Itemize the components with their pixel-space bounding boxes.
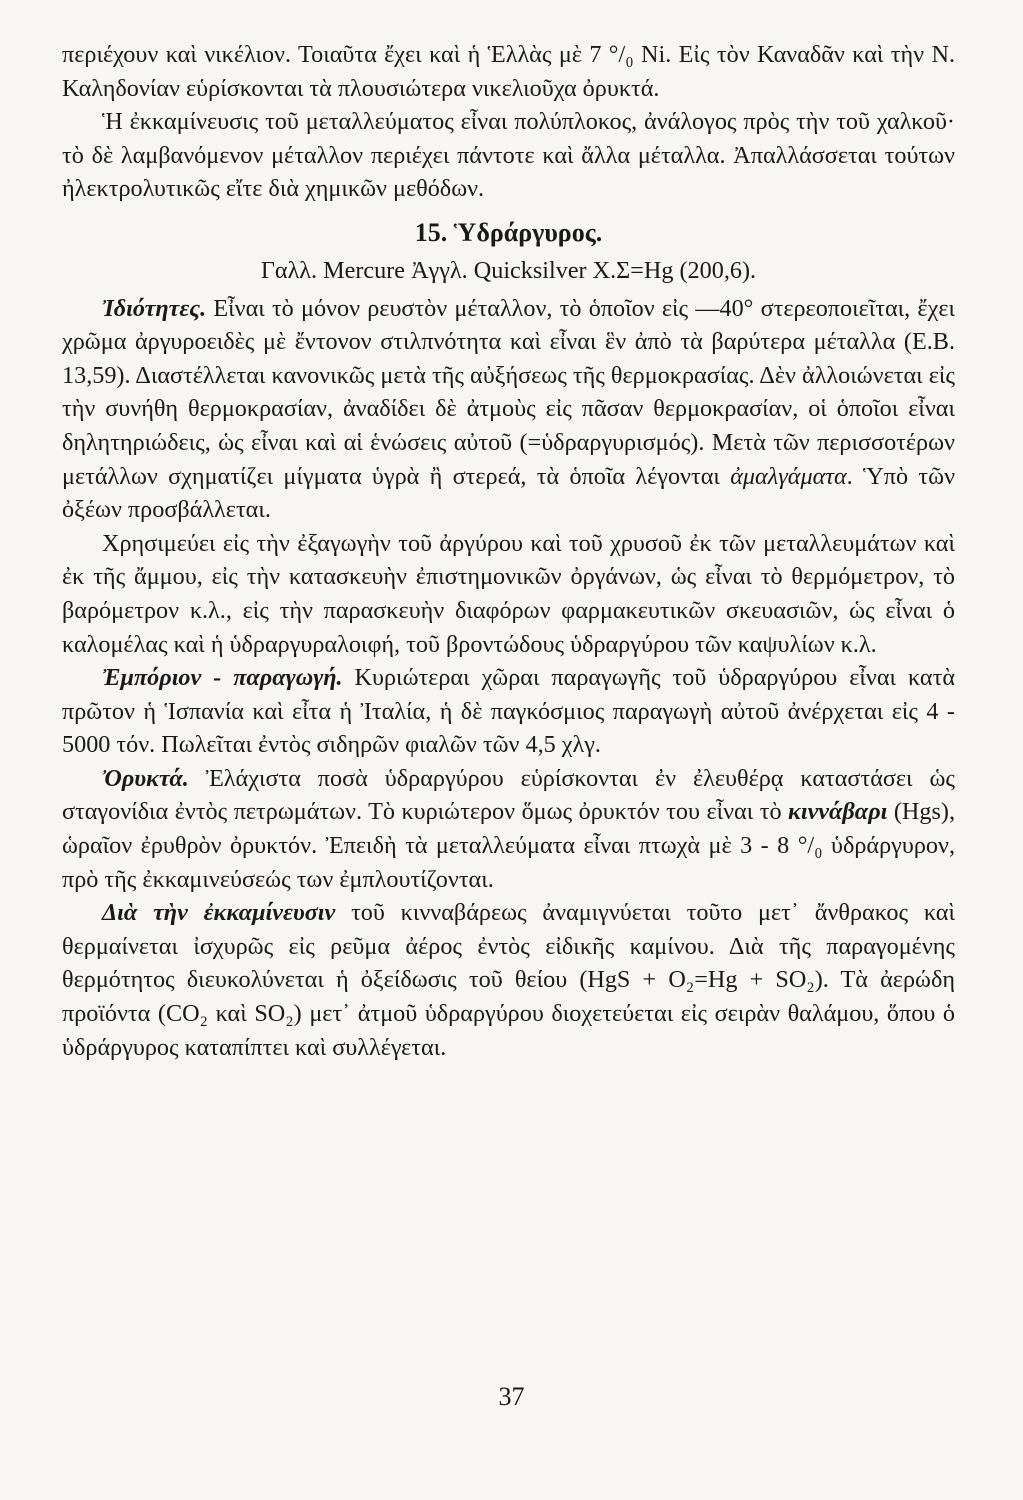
paragraph-nickel-continued: περιέχουν καὶ νικέλιον. Τοιαῦτα ἔχει καὶ ἡ Ἑλλὰς μὲ 7 °/₀ Ni. Εἰς τὸν Καναδᾶν καὶ τὴν Ν. Καληδονίαν εὑρίσκονται τὰ πλουσιώτερα νικελιοῦχα ὀρυκτά. xyxy=(62,41,955,102)
page-number: 37 xyxy=(498,1382,525,1411)
amalgam-term: ἀμαλγάματα xyxy=(730,462,847,490)
paragraph-properties xyxy=(62,292,955,527)
trade-label: Ἐμπόριον - παραγωγή. xyxy=(102,664,343,692)
paragraph-uses: Χρησιμεύει εἰς τὴν ἐξαγωγὴν τοῦ ἀργύρου καὶ τοῦ χρυσοῦ ἐκ τῶν μεταλλευμάτων καὶ ἐκ τῆς ἄμμου, εἰς τὴν κατασκευὴν ἐπιστημονικῶν ὀργάνων, ὡς εἶναι τὸ θερμόμετρον, τὸ βαρόμετρον κ.λ., εἰς τὴν παρασκευὴν διαφόρων φαρμακευτικῶν σκευασιῶν, ὡς εἶναι ὁ καλομέλας καὶ ἡ ὑδραργυραλοιφή, τοῦ βροντώδους ὑδραργύρου τῶν καψυλίων κ.λ. xyxy=(62,529,955,658)
minerals-label: Ὀρυκτά. xyxy=(102,764,189,792)
properties-text-a: Εἶναι τὸ μόνον ρευστὸν μέταλλον, τὸ ὁποῖον εἰς —40° στερεοποιεῖται, ἔχει χρῶμα ἀργυροειδὲς μὲ ἔντονον στιλπνότητα καὶ εἶναι ἓν ἀπὸ τὰ βαρύτερα μέταλλα (Ε.Β. 13,59). Διαστέλλεται κανονικῶς μετὰ τῆς αὐξήσεως τῆς θερμοκρασίας. Δὲν ἀλλοιώνεται εἰς τὴν συνήθη θερμοκρασίαν, ἀναδίδει δὲ ἀτμοὺς εἰς πᾶσαν θερμοκρασίαν, οἱ ὁποῖοι εἶναι δηλητηριώδεις, ὡς εἶναι καὶ αἱ ἑνώσεις αὐτοῦ (=ὑδραργυρισμός). Μετὰ τῶν περισσοτέρων μετάλλων σχηματίζει μίγματα ὑγρὰ ἢ στερεά, τὰ ὁποῖα λέγονται xyxy=(62,294,955,490)
paragraph-minerals xyxy=(62,762,955,896)
section-heading: 15. Ὑδράργυρος. xyxy=(414,217,603,247)
paragraph-trade xyxy=(62,661,955,762)
paragraph-nickel-smelting: Ἡ ἐκκαμίνευσις τοῦ μεταλλεύματος εἶναι πολύπλοκος, ἀνάλογος πρὸς τὴν τοῦ χαλκοῦ· τὸ δὲ λαμβανόμενον μέταλλον περιέχει πάντοτε καὶ ἄλλα μέταλλα. Ἀπαλλάσσεται τούτων ἠλεκτρολυτικῶς εἴτε διὰ χημικῶν μεθόδων. xyxy=(62,108,955,203)
paragraph-extraction xyxy=(62,896,955,1064)
extraction-text: τοῦ κινναβάρεως ἀναμιγνύεται τοῦτο μετ᾽ ἄνθρακος καὶ θερμαίνεται ἰσχυρῶς εἰς ρεῦμα ἀέρος ἐντὸς εἰδικῆς καμίνου. Διὰ τῆς παραγομένης θερμότητος διευκολύνεται ἡ ὀξείδωσις τοῦ θείου (HgS + O₂=Hg + SO₂). Τὰ ἀερώδη προϊόντα (CO₂ καὶ SO₂) μετ᾽ ἀτμοῦ ὑδραργύρου διοχετεύεται εἰς σειρὰν θαλάμου, ὅπου ὁ ὑδράργυρος καταπίπτει καὶ συλλέγεται. xyxy=(62,899,955,1061)
extraction-label: Διὰ τὴν ἐκκαμίνευσιν xyxy=(102,899,336,927)
page-text xyxy=(62,38,955,1064)
minerals-text-a: Ἐλάχιστα ποσὰ ὑδραργύρου εὑρίσκονται ἐν ἐλευθέρᾳ καταστάσει ὡς σταγονίδια ἐντὸς πετρωμάτων. Τὸ κυριώτερον ὅμως ὀρυκτόν του εἶναι τὸ xyxy=(62,764,955,826)
properties-label: Ἰδιότητες. xyxy=(102,294,207,322)
properties-text-b: . Ὑπὸ τῶν ὀξέων προσβάλλεται. xyxy=(62,462,955,524)
minerals-text-b: (Hgs), ὡραῖον ἐρυθρὸν ὀρυκτόν. Ἐπειδὴ τὰ μεταλλεύματα εἶναι πτωχὰ μὲ 3 - 8 °/₀ ὑδράργυρον, πρὸ τῆς ἐκκαμινεύσεώς των ἐμπλουτίζονται. xyxy=(62,798,955,893)
trade-text: Κυριώτεραι χῶραι παραγωγῆς τοῦ ὑδραργύρου εἶναι κατὰ πρῶτον ἡ Ἱσπανία καὶ εἶτα ἡ Ἰταλία, ἡ δὲ παγκόσμιος παραγωγὴ αὐτοῦ ἀνέρχεται εἰς 4 - 5000 τόν. Πωλεῖται ἐντὸς σιδηρῶν φιαλῶν τῶν 4,5 χλγ. xyxy=(62,664,956,759)
section-foreign-names: Γαλλ. Mercure Ἀγγλ. Quicksilver Χ.Σ=Hg (200,6). xyxy=(260,256,757,284)
cinnabar-term: κιννάβαρι xyxy=(788,798,888,826)
